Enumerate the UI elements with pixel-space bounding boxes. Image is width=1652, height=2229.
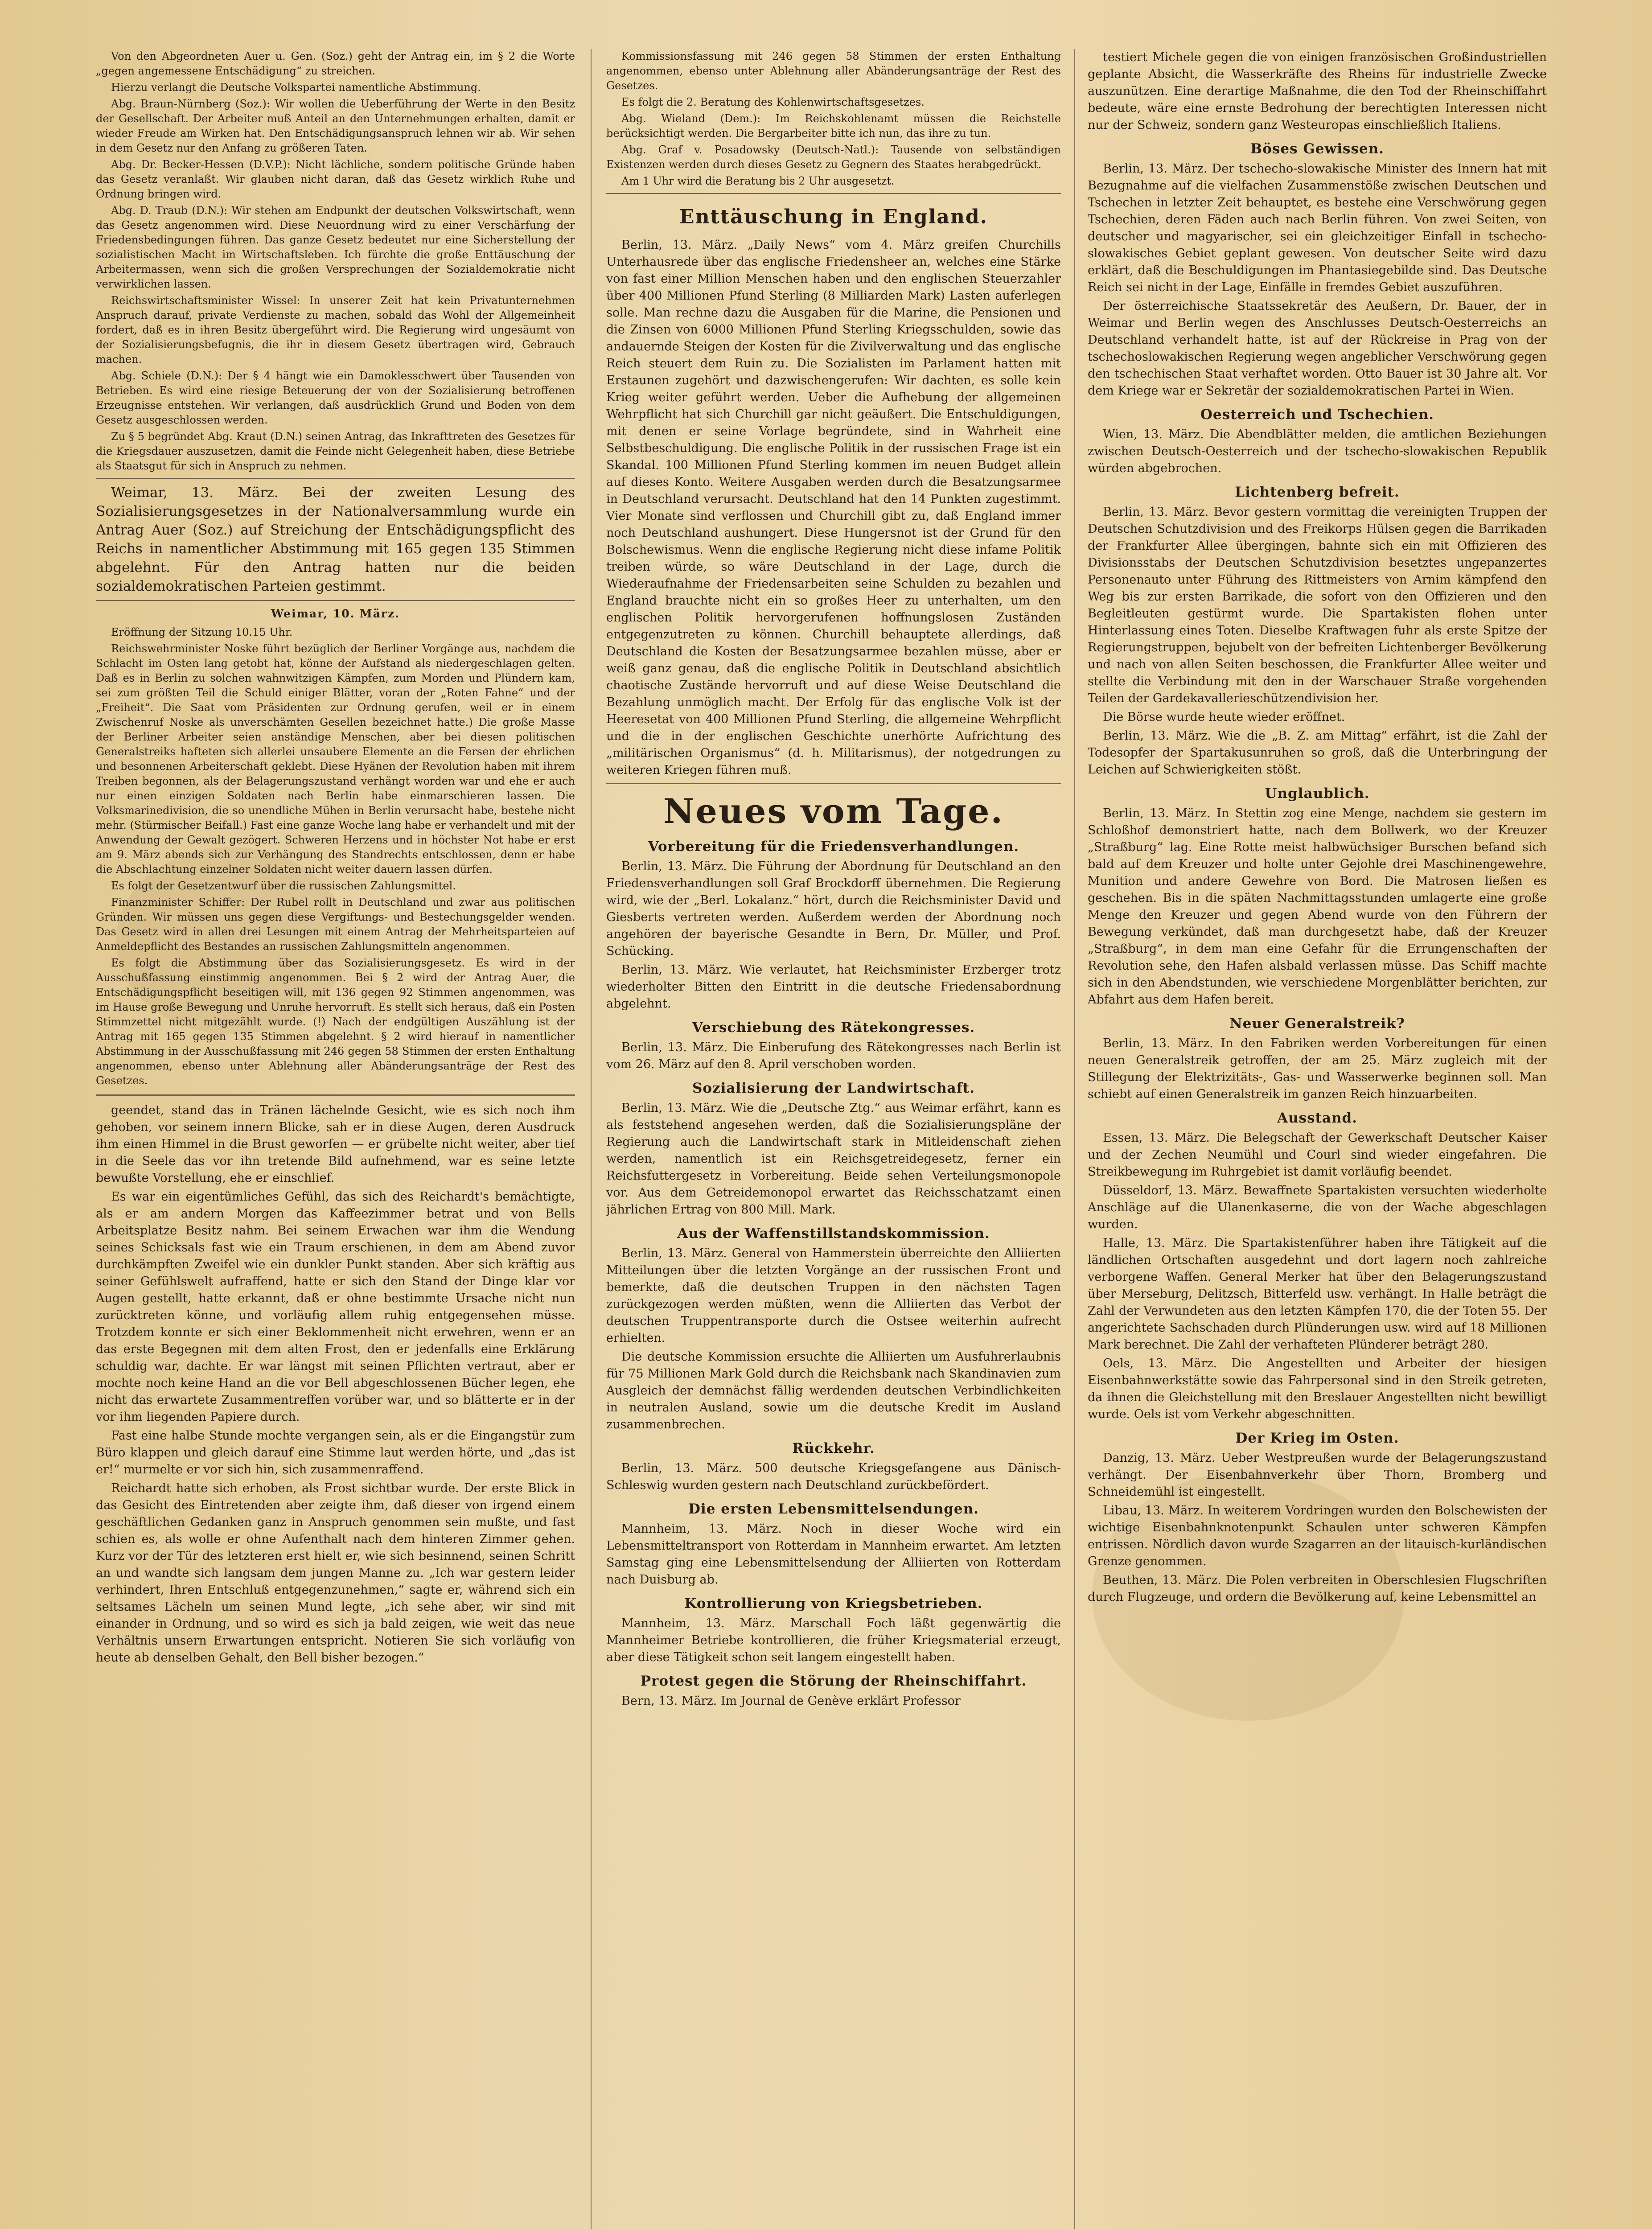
- article-paragraph: Wien, 13. März. Die Abendblätter melden, die amtlichen Beziehungen zwischen Deutsch-Oesterreich und der tschecho-slowakischen Republik würden abgebrochen.: [1088, 428, 1547, 475]
- article-paragraph: Berlin, 13. März. Wie die „Deutsche Ztg.“ aus Weimar erfährt, kann es als feststehend angesehen werden, daß die Sozialisierungspläne der Regierung auch die Landwirtschaft stark in Mitleidenschaft ziehen werden, namentlich ist ein Reichsgetreidegesetz, ferner ein Reichsfuttergesetz in Vorbereitung. Beide sehen Verteilungsmonopole vor. Aus dem Getreidemonopol erwartet das Reichsschatzamt einen jährlichen Ertrag von 800 Mill. Mark.: [606, 1101, 1061, 1217]
- article-paragraph: Danzig, 13. März. Ueber Westpreußen wurde der Belagerungszustand verhängt. Der Eisenbahnverkehr über Thorn, Bromberg und Schneidemühl ist eingestellt.: [1088, 1451, 1547, 1499]
- article-headline: Kontrollierung von Kriegsbetrieben.: [684, 1596, 983, 1612]
- article-headline: Unglaublich.: [1265, 785, 1370, 802]
- paragraph: Am 1 Uhr wird die Beratung bis 2 Uhr ausgesetzt.: [621, 175, 895, 187]
- article-headline: Lichtenberg befreit.: [1235, 484, 1400, 500]
- paragraph: Reichswehrminister Noske führt bezüglich der Berliner Vorgänge aus, nachdem die Schlacht im Osten lang getobt hat, könne der Aufstand als niedergeschlagen gelten. Daß es in Berlin zu solchen wahnwitzigen Kämpfen, zum Morden und Plündern kam, sei zum größten Teil die Schuld einiger Blätter, voran der „Roten Fahne“ und der „Freiheit“. Die Saat vom Präsidenten zur Ordnung gerufen, weil er in einem Zwischenruf Noske als unverschämten Gesellen bezeichnet hatte.) Die große Masse der Berliner Arbeiter seien anständige Menschen, aber bei diesen politischen Generalstreiks hafteten sich allerlei unsaubere Elemente an die Fersen der ehrlichen und besonnenen Arbeiterschaft geklebt. Diese Hyänen der Revolution haben mit ihrem Treiben begonnen, als der Belagerungszustand verhängt worden war und ehe er auch nur einen einzigen Soldaten nach Berlin habe einmarschieren lassen. Die Volksmarinedivision, die so unendliche Mühen in Berlin verursacht habe, bestehe nicht mehr. (Stürmischer Beifall.) Fast eine ganze Woche lang habe er verhandelt und mit der Anwendung der Gewalt gezögert. Schweren Herzens und in höchster Not habe er erst am 9. März abends sich zur Verhängung des Standrechts entschlossen, denn er habe die Abschlachtung einzelner Soldaten nicht weiter dauern lassen dürfen.: [96, 642, 575, 876]
- paragraph: Finanzminister Schiffer: Der Rubel rollt in Deutschland und zwar aus politischen Gründen. Wir müssen uns gegen diese Vergiftungs- und Bestechungsgelder wenden. Das Gesetz wird in allen drei Lesungen mit einem Antrag der Mehrheitsparteien auf Anmeldepflicht des Bestandes an russischen Zahlungsmitteln angenommen.: [96, 896, 575, 953]
- article-headline: Ausstand.: [1277, 1110, 1357, 1126]
- paragraph: Abg. D. Traub (D.N.): Wir stehen am Endpunkt der deutschen Volkswirtschaft, wenn das Gesetz angenommen wird. Diese Neuordnung wird zu einer Verschärfung der Friedensbedingungen führen. Das ganze Gesetz bedeutet nur eine Sicherstellung der sozialistischen Macht im Wirtschaftsleben. Ich fürchte die große Enttäuschung der Arbeitermassen, wenn sich die großen Versprechungen der Sozialdemokratie nicht verwirklichen lassen.: [96, 204, 575, 290]
- article-paragraph: Berlin, 13. März. Die Einberufung des Rätekongresses nach Berlin ist vom 26. März auf den 8. April verschoben worden.: [606, 1040, 1061, 1071]
- article-paragraph: Die deutsche Kommission ersuchte die Alliierten um Ausfuhrerlaubnis für 75 Millionen Mark Gold durch die Reichsbank nach Skandinavien zum Ausgleich der demnächst fällig werdenden deutschen Verbindlichkeiten in neutralen Ausland, sowie um die deutsche Kredit im Ausland zusammenbrechen.: [606, 1350, 1061, 1431]
- article-headline: Der Krieg im Osten.: [1235, 1430, 1399, 1446]
- column-2: [606, 49, 1061, 2229]
- paragraph: Abg. Dr. Becker-Hessen (D.V.P.): Nicht lächliche, sondern politische Gründe haben das Gesetz veranlaßt. Wir glauben nicht daran, daß das Gesetz wirklich Ruhe und Ordnung bringen wird.: [96, 158, 575, 200]
- weimar-dateline: Weimar, 10. März.: [271, 607, 400, 620]
- article-headline: Protest gegen die Störung der Rheinschiffahrt.: [640, 1673, 1027, 1689]
- paragraph: Hierzu verlangt die Deutsche Volkspartei namentliche Abstimmung.: [111, 81, 481, 94]
- article-paragraph: Berlin, 13. März. In den Fabriken werden Vorbereitungen für einen neuen Generalstreik getroffen, der am 25. März zugleich mit der Stillegung der Elektrizitäts-, Gas- und Wasserwerke beginnen soll. Man schiebt auf einen Generalstreik im ganzen Reich hinzuarbeiten.: [1088, 1036, 1547, 1101]
- article-headline: Verschiebung des Rätekongresses.: [692, 1020, 975, 1036]
- paragraph: Fast eine halbe Stunde mochte vergangen sein, als er die Eingangstür zum Büro klappen und gleich darauf eine Stimme laut werden hörte, und „das ist er!“ murmelte er vor sich hin, sich zusammenraffend.: [96, 1429, 575, 1476]
- paragraph: Abg. Wieland (Dem.): Im Reichskohlenamt müssen die Reichstelle berücksichtigt werden. Die Bergarbeiter bitte ich nun, das ihre zu tun.: [606, 112, 1061, 140]
- column-3: [1088, 49, 1547, 2229]
- paragraph: Es folgt der Gesetzentwurf über die russischen Zahlungsmittel.: [111, 880, 456, 892]
- paragraph: geendet, stand das in Tränen lächelnde Gesicht, wie es sich noch ihm gehoben, vor seinem innern Blicke, sah er in diese Augen, deren Ausdruck ihm einen Himmel in die Brust geworfen — er grübelte nicht weiter, aber tief in die Seele das vor ihn tretende Bild aufnehmend, war es seine letzte bewußte Vorstellung, ehe er einschlief.: [96, 1103, 575, 1185]
- column-rule: [1074, 49, 1075, 2229]
- news-of-the-day-headline: Neues vom Tage.: [663, 791, 1004, 831]
- article-paragraph: testiert Michele gegen die von einigen französischen Großindustriellen geplante Absicht, die Wasserkräfte des Rheins für industrielle Zwecke auszunützen. Eine derartige Maßnahme, die den Tod der Rheinschiffahrt bedeute, wäre eine ernste Bedrohung der berechtigten Interessen nicht nur der Schweiz, sondern ganz Westeuropas einschließlich Italiens.: [1088, 50, 1547, 132]
- article-paragraph: Libau, 13. März. In weiterem Vordringen wurden den Bolschewisten der wichtige Eisenbahnknotenpunkt Schaulen unter schweren Kämpfen entrissen. Nördlich davon wurde Szagarren an der litauisch-kurländischen Grenze genommen.: [1088, 1504, 1547, 1568]
- article-paragraph: Berlin, 13. März. Die Führung der Abordnung für Deutschland an den Friedensverhandlungen soll Graf Brockdorff übernehmen. Die Regierung wird, wie der „Berl. Lokalanz.“ hört, durch die Reichsminister David und Giesberts vertreten werden. Außerdem werden der Abordnung noch angehören der bayerische Gesandte in Bern, Dr. Müller, und Prof. Schücking.: [606, 860, 1061, 958]
- article-paragraph: Beuthen, 13. März. Die Polen verbreiten in Oberschlesien Flugschriften durch Flugzeuge, und ordern die Bevölkerung auf, keine Lebensmittel an: [1088, 1573, 1547, 1604]
- paragraph: Es folgt die Abstimmung über das Sozialisierungsgesetz. Es wird in der Ausschußfassung einstimmig angenommen. Bei § 2 wird der Antrag Auer, die Entschädigungspflicht beseitigen will, mit 136 gegen 92 Stimmen angenommen, was im Hause große Bewegung und Unruhe hervorruft. Es stellt sich heraus, daß ein Posten Stimmzettel nicht mitgezählt wurde. (!) Nach der endgültigen Auszählung ist der Antrag mit 165 gegen 135 Stimmen abgelehnt. § 2 wird hierauf in namentlicher Abstimmung in der Ausschußfassung mit 246 gegen 58 Stimmen der ersten Enthaltung angenommen, ebenso unter Ablehnung aller Abänderungsanträge der Rest des Gesetzes.: [96, 957, 575, 1087]
- england-headline: Enttäuschung in England.: [679, 206, 988, 228]
- divider: [606, 193, 1061, 194]
- paragraph: Reichswirtschaftsminister Wissel: In unserer Zeit hat kein Privatunternehmen Anspruch darauf, private Verdienste zu machen, sobald das Wohl der Allgemeinheit fordert, daß es in ihren Besitz übergeführt wird. Die Regierung wird ungesäumt von der Sozialisierungsbefugnis, die ihr in diesem Gesetz übertragen wird, Gebrauch machen.: [96, 294, 575, 366]
- column-1: [96, 49, 575, 2229]
- article-paragraph: Die Börse wurde heute wieder eröffnet.: [1103, 710, 1345, 724]
- serial-novel: [96, 1102, 575, 1666]
- article-paragraph: Berlin, 13. März. Wie die „B. Z. am Mittag“ erfährt, ist die Zahl der Todesopfer der Spartakusunruhen so groß, daß die Unterbringung der Leichen auf Schwierigkeiten stößt.: [1088, 729, 1547, 777]
- article-paragraph: Halle, 13. März. Die Spartakistenführer haben ihre Tätigkeit auf die ländlichen Ortschaften ausgedehnt und dort lagern noch zahlreiche verborgene Waffen. General Merker hat über den Belagerungszustand über Merseburg, Delitzsch, Bitterfeld usw. verhängt. In Halle beträgt die Zahl der Verwundeten aus den letzten Kämpfen 170, die der Toten 55. Der angerichtete Sachschaden durch Plünderungen usw. wird auf 18 Millionen Mark berechnet. Die Zahl der verhafteten Plünderer beträgt 280.: [1088, 1236, 1547, 1352]
- divider: [96, 478, 575, 479]
- paragraph: Kommissionsfassung mit 246 gegen 58 Stimmen der ersten Enthaltung angenommen, ebenso unter Ablehnung aller Abänderungsanträge der Rest des Gesetzes.: [606, 50, 1061, 92]
- article-headline: Böses Gewissen.: [1250, 141, 1384, 157]
- paragraph: Eröffnung der Sitzung 10.15 Uhr.: [111, 626, 293, 638]
- news-continued: [1088, 49, 1547, 1606]
- article-headline: Oesterreich und Tschechien.: [1200, 407, 1434, 423]
- paragraph: Von den Abgeordneten Auer u. Gen. (Soz.) geht der Antrag ein, im § 2 die Worte „gegen angemessene Entschädigung“ zu streichen.: [96, 50, 575, 77]
- news-of-the-day: [606, 838, 1061, 1710]
- article-paragraph: Berlin, 13. März. General von Hammerstein überreichte den Alliierten Mitteilungen über die letzten Vorgänge an der russischen Front und bemerkte, daß die deutschen Truppen in den nächsten Tagen zurückgezogen werden müßten, wenn die Alliierten das Verbot der deutschen Truppentransporte durch die Ostsee weiterhin aufrecht erhielten.: [606, 1246, 1061, 1345]
- parliament-report-end: [606, 49, 1061, 189]
- article-paragraph: Mannheim, 13. März. Noch in dieser Woche wird ein Lebensmitteltransport von Rotterdam in Mannheim erwartet. Am letzten Samstag ging eine Lebensmittelsendung der Alliierten von Rotterdam nach Duisburg ab.: [606, 1522, 1061, 1587]
- paragraph: Abg. Braun-Nürnberg (Soz.): Wir wollen die Ueberführung der Werte in den Besitz der Gesellschaft. Der Arbeiter muß Anteil an den Unternehmungen erhalten, damit er wieder Freude am Wirken hat. Den Entschädigungsanspruch lehnen wir ab. Wir sehen in dem Gesetz nur den Anfang zu größeren Taten.: [96, 98, 575, 154]
- article-paragraph: Essen, 13. März. Die Belegschaft der Gewerkschaft Deutscher Kaiser und der Zechen Neumühl und Courl sind wieder eingefahren. Die Streikbewegung im Ruhrgebiet ist damit vorläufig beendet.: [1088, 1131, 1547, 1179]
- article-paragraph: Düsseldorf, 13. März. Bewaffnete Spartakisten versuchten wiederholte Anschläge auf die Ulanenkaserne, die von der Wache abgeschlagen wurden.: [1088, 1184, 1547, 1231]
- paragraph: Es folgt die 2. Beratung des Kohlenwirtschaftsgesetzes.: [621, 96, 925, 108]
- article-paragraph: Berlin, 13. März. In Stettin zog eine Menge, nachdem sie gestern im Schloßhof demonstriert hatte, nach dem Bollwerk, wo der Kreuzer „Straßburg“ lag. Eine Rotte meist halbwüchsiger Burschen befand sich bald auf dem Kreuzer und holte unter Gejohle drei Maschinengewehre, Munition und andere Gewehre von Bord. Die Matrosen ließen es geschehen. Bis in die späten Nachmittagsstunden umlagerte eine große Menge den Kreuzer und gegen Abend wurde von den Führern der Bewegung verkündet, daß man durchgesetzt habe, daß der Kreuzer „Straßburg“, in dem man eine Gefahr für die Errungenschaften der Revolution sehe, den Hafen alsbald verlassen müsse. Das Schiff machte sich in den Abendstunden, wie verschiedene Morgenblätter berichten, zur Abfahrt aus dem Hafen bereit.: [1088, 806, 1547, 1007]
- paragraph: Abg. Schiele (D.N.): Der § 4 hängt wie ein Damoklesschwert über Tausenden von Betrieben. Es wird eine riesige Beteuerung der von der Sozialisierung betroffenen Erzeugnisse entstehen. Wir verlangen, daß ausdrücklich Grund und Boden von dem Gesetz ausgeschlossen werden.: [96, 370, 575, 426]
- england-article: [606, 237, 1061, 779]
- article-paragraph: Berlin, 13. März. Wie verlautet, hat Reichsminister Erzberger trotz wiederholter Bitten den Eintritt in die deutsche Friedensabordnung abgelehnt.: [606, 963, 1061, 1011]
- divider: [96, 600, 575, 601]
- feuilleton-divider: [96, 1094, 575, 1096]
- article-paragraph: Berlin, 13. März. 500 deutsche Kriegsgefangene aus Dänisch-Schleswig wurden gestern nach Deutschland zurückbefördert.: [606, 1461, 1061, 1492]
- article-paragraph: Berlin, 13. März. Der tschecho-slowakische Minister des Innern hat mit Bezugnahme auf die vielfachen Zusammenstöße zwischen Deutschen und Tschechen in letzter Zeit behauptet, es bestehe eine Verschwörung gegen Tschechien, deren Fäden auch nach Berlin führen. Von zwei Seiten, von deutscher und magyarischer, sei ein gleichzeitiger Einfall in tschecho-slowakisches Gebiet geplant gewesen. Von deutscher Seite wird dazu erklärt, daß die Beschuldigungen im Phantasiegebilde sind. Das Deutsche Reich sei nicht in der Lage, Einfälle in fremdes Gebiet auszuführen.: [1088, 162, 1547, 294]
- article-paragraph: Mannheim, 13. März. Marschall Foch läßt gegenwärtig die Mannheimer Betriebe kontrollieren, die früher Kriegsmaterial erzeugt, aber diese Tätigkeit schon seit langem eingestellt haben.: [606, 1616, 1061, 1664]
- article-paragraph: Bern, 13. März. Im Journal de Genève erklärt Professor: [621, 1694, 961, 1708]
- paragraph: Reichardt hatte sich erhoben, als Frost sichtbar wurde. Der erste Blick in das Gesicht des Eintretenden aber zeigte ihm, daß dieser von irgend einem geschäftlichen Gedanken ganz in Anspruch genommen sein mußte, und fast schien es, als wolle er ohne Aufenthalt nach dem hinteren Zimmer gehen. Kurz vor der Tür des letzteren erst hielt er, wie sich besinnend, seinen Schritt an und wandte sich langsam dem jungen Manne zu. „Ich war gestern leider verhindert, Ihren Entschluß entgegenzunehmen,“ sagte er, während sich ein seltsames Lächeln um seinen Mund legte, „ich sehe aber, wir sind mit einander in Ordnung, und so wird es sich ja bald zeigen, wie weit das neue Verhältnis unsern Erwartungen entspricht. Notieren Sie sich vorläufig von heute ab denselben Gehalt, den Bell bisher bezogen.“: [96, 1481, 575, 1665]
- article-headline: Vorbereitung für die Friedensverhandlungen.: [648, 839, 1019, 855]
- parliament-report-continued: [96, 49, 575, 473]
- article-paragraph: Der österreichische Staatssekretär des Aeußern, Dr. Bauer, der in Weimar und Berlin wegen des Anschlusses Deutsch-Oesterreichs an Deutschland verhandelt hatte, ist auf der Rückreise in Prag von der tschechoslowakischen Regierung wegen angeblicher Verschwörung gegen den tschechischen Staat verhaftet worden. Otto Bauer ist 30 Jahre alt. Vor dem Kriege war er Sekretär der sozialdemokratischen Partei in Wien.: [1088, 299, 1547, 398]
- weimar-session-report: [96, 625, 575, 1088]
- article-headline: Rückkehr.: [792, 1440, 875, 1456]
- article-headline: Neuer Generalstreik?: [1229, 1016, 1405, 1032]
- article-paragraph: Berlin, 13. März. Bevor gestern vormittag die vereinigten Truppen der Deutschen Schutzdivision und des Freikorps Hülsen gegen die Barrikaden der Frankfurter Allee übergingen, bahnte sich ein mit Offizieren des Divisionsstabs der Deutschen Schutzdivision besetztes ungepanzertes Personenauto unter Führung des Rittmeisters von Arnim kämpfend den Weg bis zur ersten Barrikade, die sofort von den Offizieren und den Begleitleuten gestürmt wurde. Die Spartakisten flohen unter Hinterlassung eines Toten. Dieselbe Kraftwagen fuhr als erste Spitze der Regierungstruppen, bejubelt von der befreiten Lichtenberger Bevölkerung und nach von allen Seiten beschossen, die Frankfurter Allee weiter und stellte die Verbindung mit den in der Warschauer Straße vorgehenden Teilen der Gardekavallerieschützendivision her.: [1088, 505, 1547, 705]
- paragraph: Es war ein eigentümliches Gefühl, das sich des Reichardt's bemächtigte, als er am andern Morgen das Kaffeezimmer betrat und von Bells Arbeitsplatze Besitz nahm. Bei seinem Erwachen war ihm die Wendung seines Schicksals fast wie ein Traum erschienen, in dem am Abend zuvor durchkämpften Zweifel wie ein dunkler Punkt standen. Aber sich kräftig aus seiner Gefühlswelt aufraffend, hatte er sich den Stand der Dinge klar vor Augen gestellt, hatte erkannt, daß er ohne bestimmte Ursache nicht nun zurücktreten könne, und vorläufig allem ruhig entgegensehen müsse. Trotzdem konnte er sich einer Beklommenheit nicht erwehren, wenn er an das erste Begegnen mit dem alten Frost, den er jedenfalls eine Erklärung schuldig war, dachte. Er war längst mit seinen Pflichten vertraut, aber er mochte noch keine Hand an die vor Bell abgeschlossenen Bücher legen, ehe nicht das erwartete Zusammentreffen vorüber war, und so blätterte er in der vor ihm liegenden Papiere durch.: [96, 1190, 575, 1424]
- weimar-lead-article: Weimar, 13. März. Bei der zweiten Lesung des Sozialisierungsgesetzes in der Nationalversammlung wurde ein Antrag Auer (Soz.) auf Streichung der Entschädigungspflicht des Reichs in namentlicher Abstimmung mit 165 gegen 135 Stimmen abgelehnt. Für den Antrag hatten nur die beiden sozialdemokratischen Parteien gestimmt.: [96, 485, 575, 594]
- paragraph: Berlin, 13. März. „Daily News“ vom 4. März greifen Churchills Unterhausrede über das englische Friedensheer an, welches eine Stärke von fast einer Million Menschen haben und den englischen Steuerzahler über 400 Millionen Pfund Sterling (8 Milliarden Mark) Lasten auferlegen solle. Man rechne dazu die Ausgaben für die Marine, die Pensionen und die Zinsen von 6000 Millionen Pfund Sterling Kriegsschulden, sowie das andauernde Steigen der Kosten für die Zivilverwaltung und das englische Reich steuert dem Ruin zu. Die Sozialisten im Parlament hatten mit Erstaunen zugehört und dazwischengerufen: Wir dachten, es solle kein Krieg weiter geführt werden. Ueber die Aufhebung der allgemeinen Wehrpflicht hat sich Churchill gar nicht geäußert. Die Entschuldigungen, mit denen er seine Vorlage begründete, sind in Wahrheit eine Selbstbeschuldigung. Die englische Politik in der russischen Frage ist ein Skandal. 100 Millionen Pfund Sterling kommen im neuen Budget allein auf dieses Konto. Weitere Ausgaben werden durch die Besatzungsarmee in Deutschland verursacht. Deutschland hat den 14 Punkten zugestimmt. Vier Monate sind verflossen und Churchill gibt zu, daß England immer noch Deutschland aushungert. Diese Hungersnot ist der Grund für den Bolschewismus. Wenn die englische Regierung nicht diese infame Politik treiben würde, so wäre Deutschland in der Lage, durch die Wiederaufnahme der Friedensarbeiten seine Schulden zu bezahlen und England brauchte nicht ein so großes Heer zu unterhalten, um den englischen Politik hervorgerufenen hoffnungslosen Zuständen entgegenzutreten zu können. Churchill behauptete allerdings, daß Deutschland die Kosten der Besatzungsarmee bezahlen müsse, aber er weiß ganz genau, daß die englische Politik in Deutschland absichtlich chaotische Zustände hervorruft und auf diese Weise Deutschland die Bezahlung unmöglich macht. Der Erfolg für das englische Volk ist der Heeresetat von 400 Millionen Pfund Sterling, die allgemeine Wehrpflicht und die in der englischen Geschichte unerhörte Aufrichtung des „militärischen Organismus“ (d. h. Militarismus), der notgedrungen zu weiteren Kriegen führen muß.: [606, 238, 1061, 777]
- article-headline: Sozialisierung der Landwirtschaft.: [692, 1080, 975, 1096]
- paragraph: Zu § 5 begründet Abg. Kraut (D.N.) seinen Antrag, das Inkrafttreten des Gesetzes für die Kriegsdauer auszusetzen, damit die Feinde nicht Gelegenheit haben, diese Betriebe als Staatsgut für sich in Anspruch zu nehmen.: [96, 430, 575, 472]
- divider: [606, 783, 1061, 784]
- column-rule: [591, 49, 592, 2229]
- article-headline: Die ersten Lebensmittelsendungen.: [688, 1501, 979, 1517]
- article-paragraph: Oels, 13. März. Die Angestellten und Arbeiter der hiesigen Eisenbahnwerkstätte sowie das Fahrpersonal sind in den Streik getreten, da ihnen die Gleichstellung mit den Breslauer Angestellten nicht bewilligt wurde. Oels ist vom Verkehr abgeschnitten.: [1088, 1357, 1547, 1421]
- paragraph: Abg. Graf v. Posadowsky (Deutsch-Natl.): Tausende von selbständigen Existenzen werden durch dieses Gesetz zu Gegnern des Staates herabgedrückt.: [606, 144, 1061, 171]
- article-headline: Aus der Waffenstillstandskommission.: [677, 1226, 990, 1242]
